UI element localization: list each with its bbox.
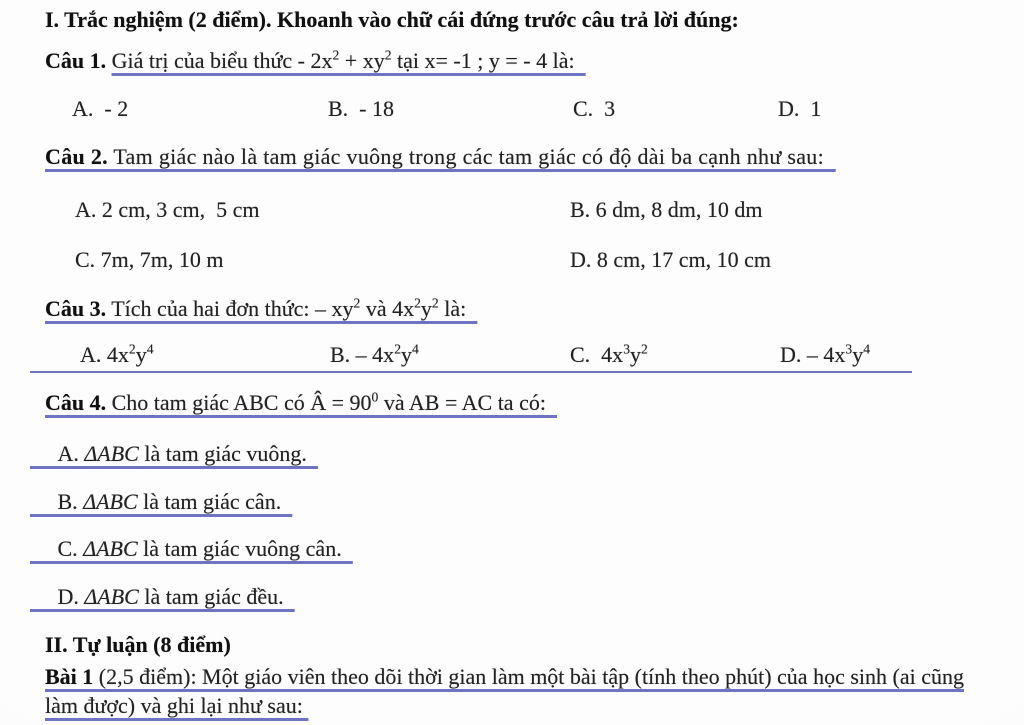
q3-option-a: A. $4x^2y^4$ [80, 342, 154, 368]
q4-option-b [30, 488, 292, 517]
question-3-options-row [30, 341, 912, 373]
question-2-options-row-1 [45, 196, 1004, 223]
q1-option-b: B. - 18 [328, 96, 394, 122]
question-4-label: Câu 4. [45, 390, 107, 416]
triangle-abc-math: ΔABC [83, 488, 138, 514]
q4-option-d [30, 583, 295, 612]
question-4-heading [45, 389, 1004, 418]
q4-option-b-key: B. [30, 488, 78, 514]
q3-option-b: B. – $4x^2y^4$ [330, 342, 419, 368]
question-2-text: Tam giác nào là tam giác vuông trong các tam giác có độ dài ba cạnh như sau: [113, 144, 836, 170]
q4-option-a-text: là tam giác vuông. [138, 440, 318, 466]
question-2-label: Câu 2. [45, 144, 108, 170]
q3-option-d: D. – $4x^3y^4$ [780, 342, 871, 368]
q4-option-c [30, 535, 353, 564]
q2-option-b: B. 6 dm, 8 dm, 10 dm [570, 196, 763, 222]
exercise-1-statement [45, 663, 997, 720]
question-1-options-row [45, 95, 1004, 123]
q4-option-d-key: D. [30, 583, 79, 609]
question-2-options-row-2 [45, 246, 1004, 273]
q2-option-d: D. 8 cm, 17 cm, 10 cm [570, 246, 772, 272]
q4-option-b-text: là tam giác cân. [137, 488, 293, 514]
q1-option-d: D. 1 [778, 96, 822, 122]
question-3-text: Tích của hai đơn thức: – $xy^2$ và $4x^2y^2$ là: [111, 295, 478, 321]
q4-option-a-key: A. [30, 440, 79, 466]
q4-option-c-key: C. [30, 536, 78, 562]
triangle-abc-math: ΔABC [84, 583, 139, 609]
question-1-text: Giá trị của biểu thức - $2x^2 + xy^2$ tại x= -1 ; y = - 4 là: [111, 47, 586, 73]
question-2-heading [45, 143, 1004, 172]
exercise-1-label: Bài 1 [45, 663, 94, 689]
q2-option-c: C. 7m, 7m, 10 m [75, 246, 224, 272]
q3-option-c: C. $4x^3y^2$ [570, 342, 648, 368]
q4-option-c-text: là tam giác vuông cân. [137, 536, 353, 562]
section-2-heading: II. Tự luận (8 điểm) [45, 632, 231, 658]
q1-option-c: C. 3 [573, 96, 616, 122]
q4-option-d-text: là tam giác đều. [138, 583, 295, 609]
q2-option-a: A. 2 cm, 3 cm, 5 cm [75, 196, 260, 222]
q4-option-a [30, 440, 318, 469]
question-4-text: Cho tam giác ABC có Â = $90^0$ và AB = AC ta có: [111, 390, 557, 416]
q1-option-a: A. - 2 [72, 96, 129, 122]
triangle-abc-math: ΔABC [84, 440, 139, 466]
exercise-1-text: (2,5 điểm): Một giáo viên theo dõi thời gian làm một bài tập (tính theo phút) của học sinh (ai cũng làm được) và ghi lại như sau: [45, 663, 964, 718]
question-1-heading [45, 47, 1004, 76]
question-1-label: Câu 1. [45, 47, 107, 73]
question-3-label: Câu 3. [45, 295, 107, 321]
triangle-abc-math: ΔABC [83, 536, 138, 562]
question-3-heading [45, 295, 1004, 324]
section-1-heading: I. Trắc nghiệm (2 điểm). Khoanh vào chữ cái đứng trước câu trả lời đúng: [45, 7, 739, 32]
